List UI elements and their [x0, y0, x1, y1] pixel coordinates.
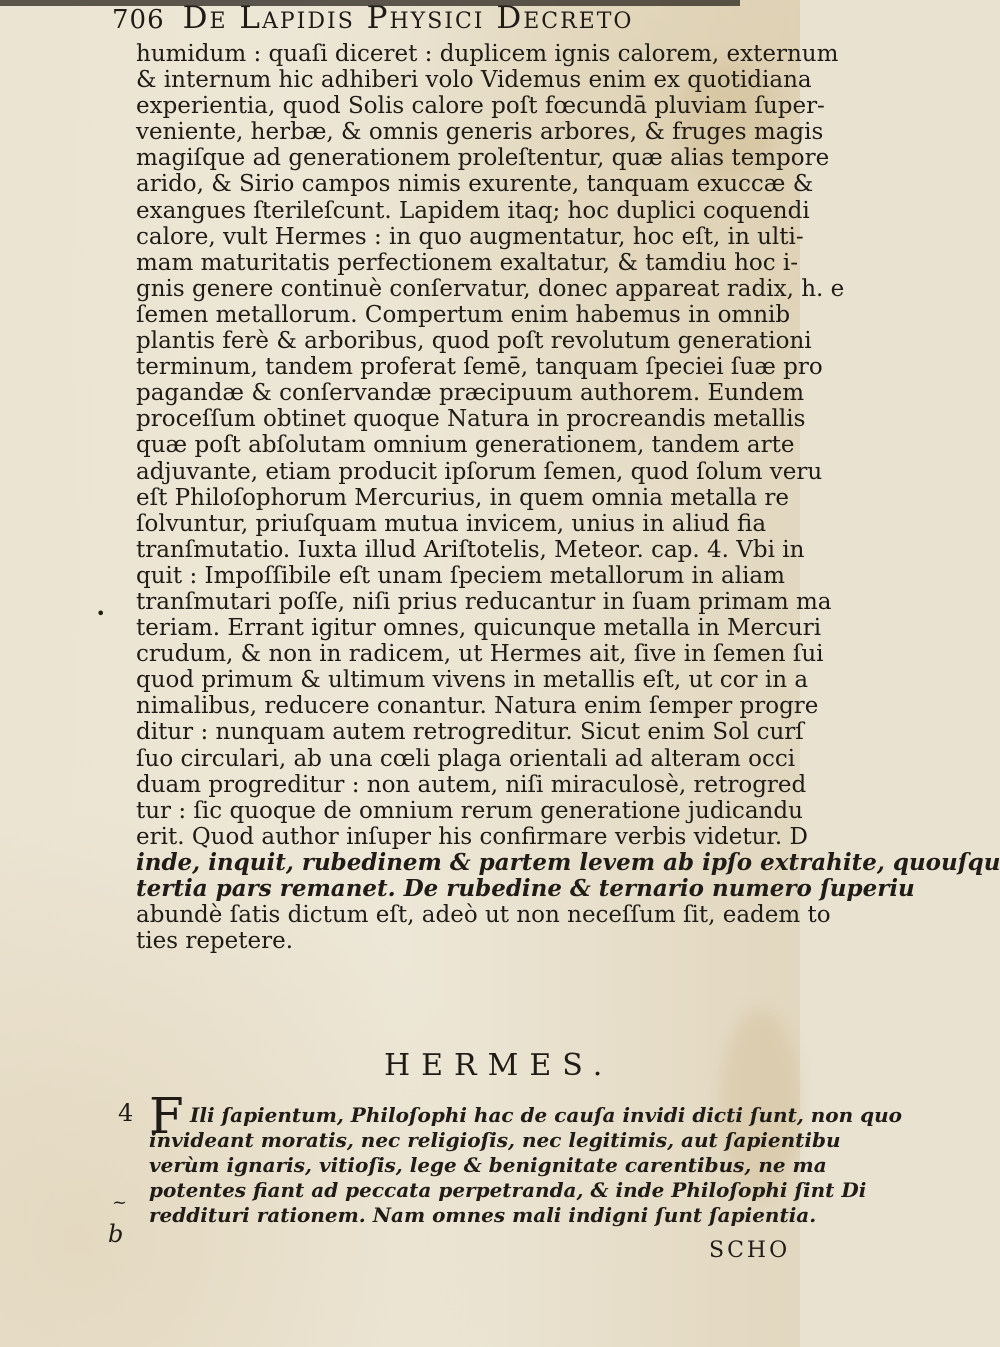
text-line: quæ poſt abſolutam omnium generationem, tandem arte — [136, 432, 795, 459]
text-line: inde, inquit, rubedinem & partem levem ab ipſo extrahite, quouſqu — [136, 848, 1000, 876]
drop-cap: F — [149, 1087, 184, 1145]
page-header — [112, 0, 802, 42]
margin-mark: ~ — [112, 1192, 128, 1213]
text-line: ſolvuntur, priuſquam mutua invicem, unius in aliud fia — [136, 510, 767, 537]
text-line: tur : ſic quoque de omnium rerum generatione judicandu — [136, 797, 803, 824]
text-line: tertia pars remanet. De rubedine & ternario numero ſuperiu — [136, 875, 915, 902]
text-line: verùm ignaris, vitioſis, lege & benignitate carentibus, ne ma — [149, 1153, 827, 1177]
marginal-number: 4 — [118, 1099, 134, 1127]
text-line: crudum, & non in radicem, ut Hermes ait, ſive in ſemen ſui — [136, 641, 824, 668]
text-line: arido, & Sirio campos nimis exurente, tanquam exuccæ & — [136, 171, 814, 198]
catchword: SCHO — [709, 1238, 791, 1263]
text-line: ties repetere. — [136, 928, 294, 955]
text-line: quod primum & ultimum vivens in metallis eſt, ut cor in a — [136, 667, 809, 694]
text-line: veniente, herbæ, & omnis generis arbores, & fruges magis — [136, 119, 824, 146]
text-line: adjuvante, etiam producit ipſorum ſemen, quod ſolum veru — [136, 458, 823, 485]
text-line: eſt Philoſophorum Mercurius, in quem omnia metalla re — [136, 484, 789, 511]
text-line: Ili ſapientum, Philoſophi hac de cauſa invidi dicti ſunt, non quo — [190, 1103, 903, 1127]
text-line: ſuo circulari, ab una cœli plaga orientali ad alteram occi — [136, 745, 796, 772]
text-line: humidum : quaſi diceret : duplicem ignis calorem, externum — [136, 41, 839, 67]
text-line: tranſmutatio. Iuxta illud Ariſtotelis, Meteor. cap. 4. Vbi in — [136, 536, 805, 563]
text-line: & internum hic adhiberi volo Videmus enim ex quotidiana — [136, 67, 812, 94]
text-line: magiſque ad generationem proleſtentur, quæ alias tempore — [136, 145, 830, 172]
text-line: mam maturitatis perfectionem exaltatur, & tamdiu hoc i- — [136, 249, 799, 276]
text-line: experientia, quod Solis calore poſt fœcundā pluviam ſuper- — [136, 93, 825, 120]
running-title: De Lapidis Physici Decreto — [182, 0, 634, 36]
text-line: exangues ſterileſcunt. Lapidem itaq; hoc duplici coquendi — [136, 197, 810, 224]
main-text-block — [136, 41, 1000, 955]
text-line: ſemen metallorum. Compertum enim habemus in omnib — [136, 301, 791, 328]
text-line: teriam. Errant igitur omnes, quicunque metalla in Mercuri — [136, 615, 822, 642]
text-line: reddituri rationem. Nam omnes mali indigni ſunt ſapientia. — [149, 1203, 817, 1227]
text-line: quit : Impoſſibile eſt unam ſpeciem metallorum in aliam — [136, 562, 785, 589]
text-line: pagandæ & conſervandæ præcipuum authorem. Eundem — [136, 380, 805, 407]
text-line: ditur : nunquam autem retrogreditur. Sicut enim Sol curſ — [136, 719, 804, 746]
text-line: calore, vult Hermes : in quo augmentatur, hoc eſt, in ulti- — [136, 223, 804, 250]
text-line: abundè ſatis dictum eſt, adeò ut non neceſſum ſit, eadem to — [136, 902, 831, 929]
hermes-first-line — [190, 1103, 903, 1128]
hermes-text-block — [149, 1128, 867, 1228]
section-heading: HERMES. — [384, 1048, 614, 1083]
text-line: gnis genere continuè conſervatur, donec appareat radix, h. e — [136, 275, 845, 302]
marginal-letter: b — [108, 1220, 124, 1248]
text-line: plantis ferè & arboribus, quod poſt revolutum generationi — [136, 328, 812, 355]
text-line: potentes fiant ad peccata perpetranda, & inde Philoſophi ſint Di — [149, 1178, 867, 1202]
text-line: proceſſum obtinet quoque Natura in procreandis metallis — [136, 406, 806, 433]
text-line: nimalibus, reducere conantur. Natura enim ſemper progre — [136, 693, 819, 720]
text-line: terminum, tandem proferat ſemē, tanquam ſpeciei ſuæ pro — [136, 354, 823, 381]
page-number: 706 — [112, 5, 165, 35]
text-line: duam progreditur : non autem, niſi miraculosè, retrogred — [136, 771, 807, 798]
text-line: invideant moratis, nec religioſis, nec legitimis, aut ſapientibu — [149, 1128, 841, 1152]
text-line: erit. Quod author inſuper his confirmare verbis videtur. D — [136, 823, 808, 850]
margin-mark: • — [96, 604, 106, 623]
text-line: tranſmutari poſſe, niſi prius reducantur in ſuam primam ma — [136, 588, 832, 615]
